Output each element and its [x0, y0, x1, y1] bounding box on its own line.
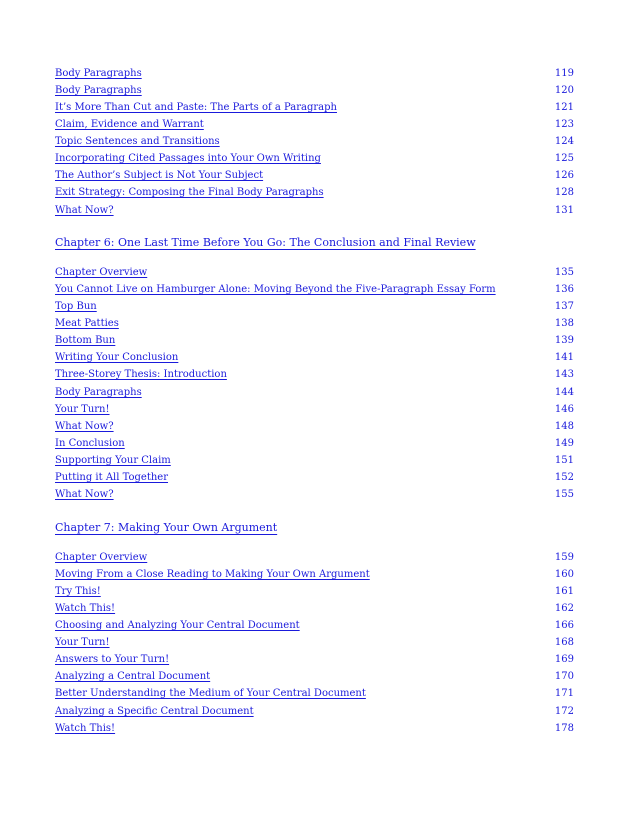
toc-entry-page: 171 [554, 688, 574, 699]
toc-entry[interactable] [55, 705, 574, 719]
toc-entry[interactable] [55, 317, 574, 331]
toc-entry-page: 128 [554, 187, 574, 198]
toc-entry-page: 124 [554, 136, 574, 147]
toc-entry[interactable] [55, 186, 574, 200]
toc-entry[interactable] [55, 636, 574, 650]
toc-entry-page: 138 [554, 318, 574, 329]
toc-entry-page: 135 [554, 267, 574, 278]
toc-entry[interactable] [55, 300, 574, 314]
toc-entry[interactable] [55, 454, 574, 468]
toc-entry-title[interactable]: Writing Your Conclusion [55, 352, 179, 363]
toc-entry-page: 136 [554, 284, 574, 295]
toc-entry[interactable] [55, 602, 574, 616]
toc-entry-title[interactable]: Moving From a Close Reading to Making Your Own Argument [55, 569, 370, 580]
toc-entry[interactable] [55, 585, 574, 599]
toc-entry-title[interactable]: Topic Sentences and Transitions [55, 136, 220, 147]
toc-entry-title[interactable]: Exit Strategy: Composing the Final Body Paragraphs [55, 187, 324, 198]
toc-entry-title[interactable]: What Now? [55, 489, 114, 500]
toc-entry-page: 149 [554, 438, 574, 449]
toc-entry-page: 141 [554, 352, 574, 363]
toc-entry[interactable] [55, 351, 574, 365]
toc-entry-title[interactable]: You Cannot Live on Hamburger Alone: Moving Beyond the Five-Paragraph Essay Form [55, 284, 496, 295]
toc-entry-page: 119 [554, 68, 574, 79]
toc-entry-title[interactable]: Body Paragraphs [55, 85, 142, 96]
toc-entry-title[interactable]: Chapter Overview [55, 267, 148, 278]
toc-entry[interactable] [55, 420, 574, 434]
toc-entry-title[interactable]: Putting it All Together [55, 472, 169, 483]
toc-entry-page: 121 [554, 102, 574, 113]
toc-entry[interactable] [55, 67, 574, 81]
toc-entry-title[interactable]: Analyzing a Central Document [55, 671, 211, 682]
toc-entry[interactable] [55, 169, 574, 183]
toc-entry[interactable] [55, 334, 574, 348]
toc-entry-page: 139 [554, 335, 574, 346]
toc-entry-title[interactable]: Bottom Bun [55, 335, 116, 346]
toc-entry-title[interactable]: Body Paragraphs [55, 68, 142, 79]
toc-entry-page: 178 [554, 723, 574, 734]
toc-entry-title[interactable]: Incorporating Cited Passages into Your Own Writing [55, 153, 321, 164]
toc-entry-page: 131 [554, 205, 574, 216]
toc-entry[interactable] [55, 551, 574, 565]
toc-entry[interactable] [55, 670, 574, 684]
toc-entry[interactable] [55, 101, 574, 115]
toc-entry-title[interactable]: Meat Patties [55, 318, 119, 329]
toc-entry[interactable] [55, 118, 574, 132]
toc-entry-page: 151 [554, 455, 574, 466]
toc-entry-page: 137 [554, 301, 574, 312]
toc-entry-page: 162 [554, 603, 574, 614]
chapter-heading[interactable]: Chapter 7: Making Your Own Argument [55, 521, 278, 534]
toc-entry[interactable] [55, 722, 574, 736]
toc-entry-page: 155 [554, 489, 574, 500]
toc-entry-page: 169 [554, 654, 574, 665]
toc-entry[interactable] [55, 568, 574, 582]
toc-entry-title[interactable]: Claim, Evidence and Warrant [55, 119, 204, 130]
toc-entry-title[interactable]: In Conclusion [55, 438, 125, 449]
toc-entry[interactable] [55, 619, 574, 633]
toc-entry-title[interactable]: The Author’s Subject is Not Your Subject [55, 170, 264, 181]
toc-entry[interactable] [55, 283, 574, 297]
toc-entry-page: 170 [554, 671, 574, 682]
toc-entry[interactable] [55, 386, 574, 400]
toc-entry[interactable] [55, 135, 574, 149]
toc-entry-title[interactable]: Analyzing a Specific Central Document [55, 706, 254, 717]
toc-entry[interactable] [55, 687, 574, 701]
toc-entry-page: 125 [554, 153, 574, 164]
toc-entry-page: 143 [554, 369, 574, 380]
toc-entry[interactable] [55, 471, 574, 485]
toc-entry[interactable] [55, 368, 574, 382]
toc-entry-title[interactable]: What Now? [55, 421, 114, 432]
toc-entry-title[interactable]: Top Bun [55, 301, 97, 312]
toc-entry-title[interactable]: Try This! [55, 586, 101, 597]
toc-entry-page: 126 [554, 170, 574, 181]
toc-entry-page: 152 [554, 472, 574, 483]
toc-entry[interactable] [55, 403, 574, 417]
toc-entry-page: 159 [554, 552, 574, 563]
toc-entry[interactable] [55, 437, 574, 451]
toc-entry-title[interactable]: What Now? [55, 205, 114, 216]
toc-entry[interactable] [55, 152, 574, 166]
toc-entry[interactable] [55, 204, 574, 218]
toc-entry-page: 172 [554, 706, 574, 717]
toc-entry-page: 144 [554, 387, 574, 398]
toc-entry-title[interactable]: Three-Storey Thesis: Introduction [55, 369, 227, 380]
toc-entry-title[interactable]: Supporting Your Claim [55, 455, 171, 466]
toc-entry-page: 161 [554, 586, 574, 597]
toc-entry-title[interactable]: It’s More Than Cut and Paste: The Parts of a Paragraph [55, 102, 337, 113]
toc-entry[interactable] [55, 653, 574, 667]
toc-entry-title[interactable]: Chapter Overview [55, 552, 148, 563]
toc-entry-title[interactable]: Watch This! [55, 603, 116, 614]
toc-entry-title[interactable]: Your Turn! [55, 637, 110, 648]
toc-entry-title[interactable]: Body Paragraphs [55, 387, 142, 398]
toc-entry-title[interactable]: Choosing and Analyzing Your Central Document [55, 620, 300, 631]
toc-entry-page: 168 [554, 637, 574, 648]
toc-entry[interactable] [55, 84, 574, 98]
toc-entry-page: 148 [554, 421, 574, 432]
toc-entry[interactable] [55, 266, 574, 280]
toc-entry-title[interactable]: Watch This! [55, 723, 116, 734]
toc-entry-title[interactable]: Better Understanding the Medium of Your Central Document [55, 688, 366, 699]
toc-entry-title[interactable]: Answers to Your Turn! [55, 654, 170, 665]
toc-entry-page: 160 [554, 569, 574, 580]
toc-entry-page: 166 [554, 620, 574, 631]
toc-entry-page: 123 [554, 119, 574, 130]
toc-entry[interactable] [55, 488, 574, 502]
chapter-heading[interactable]: Chapter 6: One Last Time Before You Go: The Conclusion and Final Review [55, 236, 476, 249]
toc-entry-page: 146 [554, 404, 574, 415]
toc-entry-title[interactable]: Your Turn! [55, 404, 110, 415]
toc-entry-page: 120 [554, 85, 574, 96]
